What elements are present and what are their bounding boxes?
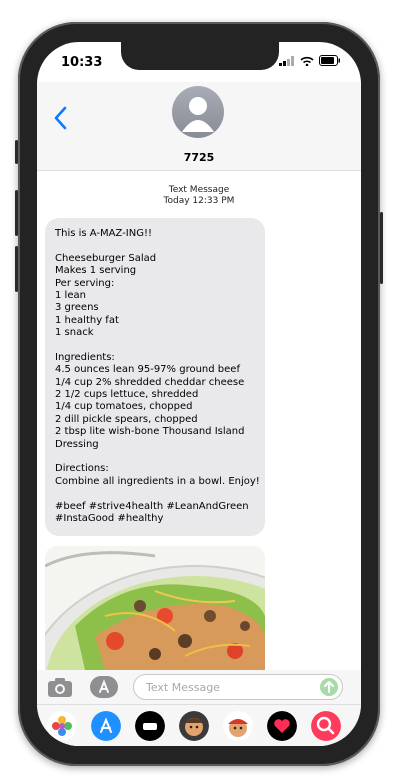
side-button	[380, 212, 383, 284]
battery-icon	[319, 55, 341, 66]
message-line: 3 greens	[55, 302, 99, 314]
message-line	[55, 451, 255, 463]
contact-avatar[interactable]	[172, 86, 224, 138]
message-line: 4.5 ounces lean 95-97% ground beef	[55, 364, 240, 376]
message-type-label: Text Message	[168, 185, 230, 195]
app-store-icon[interactable]	[91, 711, 121, 741]
message-line: This is A-MAZ-ING!!	[55, 228, 152, 239]
mute-switch	[15, 140, 18, 164]
message-time-label: Today 12:33 PM	[163, 196, 235, 206]
message-line: 1 lean	[55, 289, 86, 301]
message-line: 1 healthy fat	[55, 314, 119, 326]
message-line	[55, 488, 255, 500]
message-line: Dressing	[55, 438, 99, 450]
salad-photo[interactable]	[45, 546, 265, 670]
message-line: Ingredients:	[55, 351, 115, 363]
screen	[37, 42, 361, 746]
salad-image	[45, 546, 265, 670]
contact-name[interactable]: 7725	[183, 151, 215, 164]
message-line: #InstaGood #healthy	[55, 512, 164, 524]
search-images-icon[interactable]	[311, 711, 341, 741]
apple-pay-icon[interactable]	[135, 711, 165, 741]
message-line: Per serving:	[55, 277, 115, 289]
message-line: 1/4 cup 2% shredded cheddar cheese	[55, 376, 245, 388]
message-line: Directions:	[55, 463, 109, 475]
volume-down-button	[15, 246, 18, 292]
memoji-icon[interactable]	[179, 711, 209, 741]
status-icons	[279, 55, 341, 66]
wifi-icon	[300, 56, 314, 66]
volume-up-button	[15, 190, 18, 236]
message-line: Makes 1 serving	[55, 265, 137, 277]
message-line	[55, 340, 255, 352]
status-time: 10:33	[61, 55, 103, 70]
message-line: 1 snack	[55, 327, 94, 339]
send-arrow-icon[interactable]	[320, 678, 338, 696]
message-line: Cheeseburger Salad	[55, 252, 157, 264]
message-input-placeholder: Text Message	[146, 681, 220, 694]
conversation-header	[37, 82, 361, 171]
message-line: 1/4 cup tomatoes, chopped	[55, 401, 193, 413]
heart-icon[interactable]	[267, 711, 297, 741]
message-timestamp	[37, 185, 361, 207]
back-chevron-icon[interactable]	[51, 104, 71, 132]
photos-icon[interactable]	[47, 711, 77, 741]
message-input[interactable]	[133, 674, 343, 700]
message-line: 2 1/2 cups lettuce, shredded	[55, 389, 199, 401]
memoji-2-icon[interactable]	[223, 711, 253, 741]
imessage-app-drawer	[37, 704, 361, 746]
message-line	[55, 240, 255, 252]
message-line: #beef #strive4health #LeanAndGreen	[55, 500, 249, 512]
person-icon	[172, 86, 224, 138]
phone-frame	[18, 22, 380, 766]
message-line: 2 dill pickle spears, chopped	[55, 413, 198, 425]
message-line: 2 tbsp lite wish-bone Thousand Island	[55, 426, 245, 438]
app-store-drawer-icon[interactable]	[89, 675, 119, 699]
composer-bar	[37, 670, 361, 704]
incoming-message-bubble[interactable]	[45, 218, 265, 536]
camera-icon[interactable]	[47, 676, 73, 698]
message-line: Combine all ingredients in a bowl. Enjoy!	[55, 475, 260, 487]
notch	[121, 42, 279, 70]
signal-icon	[279, 56, 295, 66]
